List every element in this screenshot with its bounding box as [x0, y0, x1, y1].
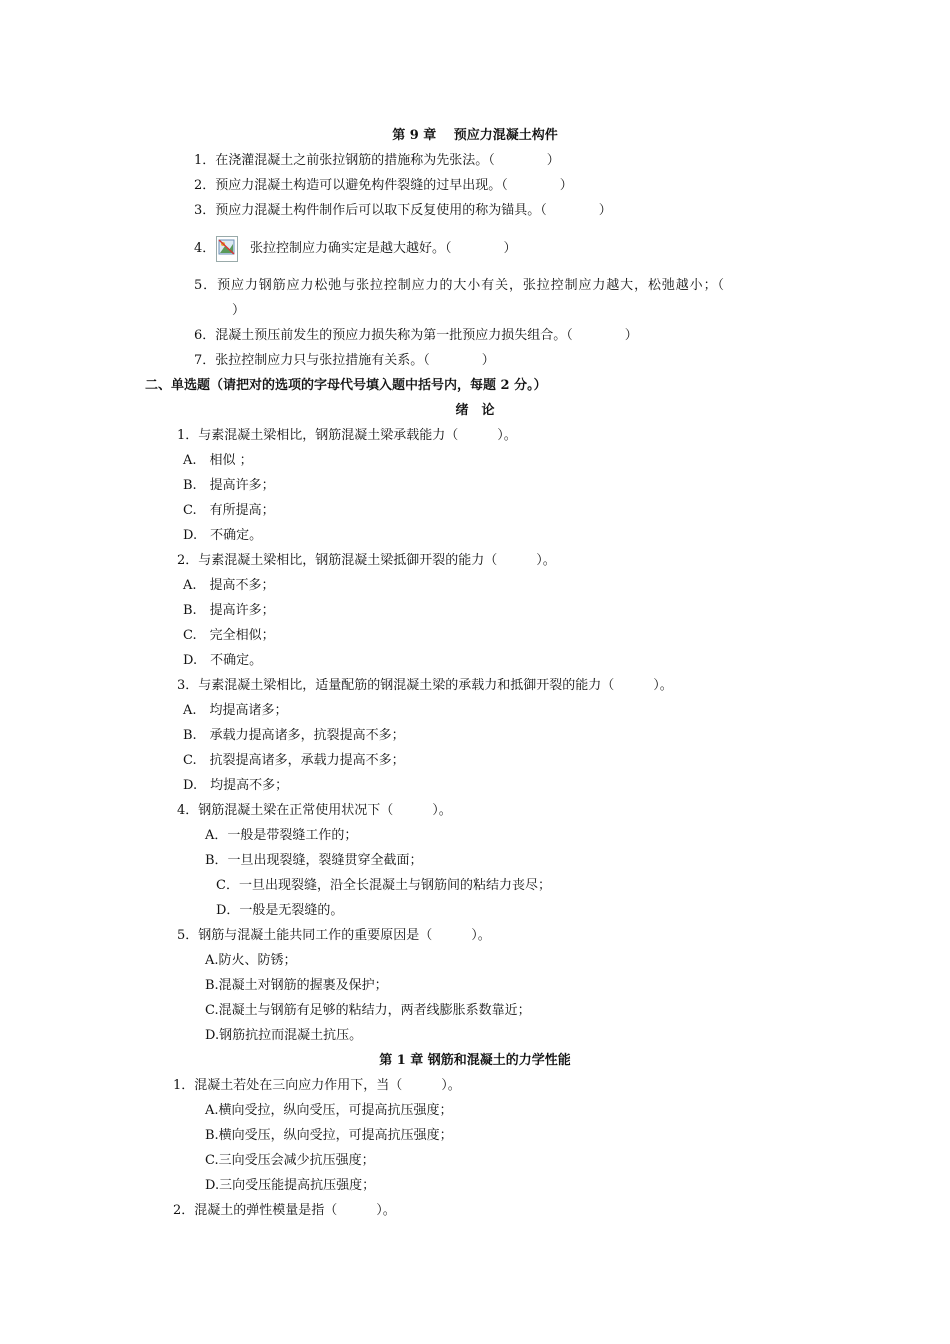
option: C. 完全相似； [183, 628, 275, 643]
option: B. 提高许多； [183, 603, 275, 618]
ch9-question-7: 7．张拉控制应力只与张拉措施有关系。（ ） [194, 353, 495, 368]
broken-image-icon [216, 236, 238, 262]
option: B.横向受压，纵向受拉，可提高抗压强度； [205, 1128, 453, 1143]
option: A.防火、防锈； [205, 953, 297, 968]
option: D.钢筋抗拉而混凝土抗压。 [205, 1028, 363, 1043]
ch9-question-3: 3．预应力混凝土构件制作后可以取下反复使用的称为锚具。（ ） [194, 203, 612, 218]
intro-question-1: 1．与素混凝土梁相比，钢筋混凝土梁承载能力（ ）。 [177, 428, 517, 443]
option: D．一般是无裂缝的。 [216, 903, 344, 918]
ch9-question-6: 6．混凝土预压前发生的预应力损失称为第一批预应力损失组合。（ ） [194, 328, 638, 343]
option: A．一般是带裂缝工作的； [205, 828, 358, 843]
option: B．一旦出现裂缝，裂缝贯穿全截面； [205, 853, 423, 868]
option: C. 有所提高； [183, 503, 275, 518]
option: A. 提高不多； [183, 578, 275, 593]
intro-question-5: 5．钢筋与混凝土能共同工作的重要原因是（ ）。 [177, 928, 491, 943]
intro-question-2: 2．与素混凝土梁相比，钢筋混凝土梁抵御开裂的能力（ ）。 [177, 553, 556, 568]
chapter1-title: 第 1 章 钢筋和混凝土的力学性能 [379, 1053, 571, 1068]
ch9-question-1: 1．在浇灌混凝土之前张拉钢筋的措施称为先张法。（ ） [194, 153, 560, 168]
intro-question-4: 4．钢筋混凝土梁在正常使用状况下（ ）。 [177, 803, 452, 818]
option: C．一旦出现裂缝，沿全长混凝土与钢筋间的粘结力丧尽； [216, 878, 551, 893]
option: C. 抗裂提高诸多，承载力提高不多； [183, 753, 405, 768]
option: B. 提高许多； [183, 478, 275, 493]
option: D. 不确定。 [183, 653, 263, 668]
ch9-question-4-text: 张拉控制应力确实定是越大越好。（ ） [250, 241, 517, 256]
option: A. 均提高诸多； [183, 703, 288, 718]
ch9-question-5-line2: ） [232, 303, 246, 318]
option: C.三向受压会减少抗压强度； [205, 1153, 375, 1168]
option: D. 均提高不多； [183, 778, 289, 793]
option: C.混凝土与钢筋有足够的粘结力，两者线膨胀系数靠近； [205, 1003, 531, 1018]
ch1-question-1: 1．混凝土若处在三向应力作用下，当（ ）。 [173, 1078, 461, 1093]
section-heading: 二、单选题（请把对的选项的字母代号填入题中括号内，每题 2 分。） [145, 378, 547, 393]
option: D.三向受压能提高抗压强度； [205, 1178, 376, 1193]
ch9-question-4-number: 4． [194, 241, 216, 256]
chapter9-title: 第 9 章 预应力混凝土构件 [392, 128, 558, 143]
intro-title: 绪 论 [455, 403, 495, 418]
option: B. 承载力提高诸多，抗裂提高不多； [183, 728, 405, 743]
ch9-question-2: 2．预应力混凝土构造可以避免构件裂缝的过早出现。（ ） [194, 178, 573, 193]
option: B.混凝土对钢筋的握裹及保护； [205, 978, 388, 993]
ch1-question-2: 2．混凝土的弹性模量是指（ ）。 [173, 1203, 396, 1218]
intro-question-3: 3．与素混凝土梁相比，适量配筋的钢混凝土梁的承载力和抵御开裂的能力（ ）。 [177, 678, 673, 693]
option: A.横向受拉，纵向受压，可提高抗压强度； [205, 1103, 453, 1118]
ch9-question-5-line1: 5．预应力钢筋应力松弛与张拉控制应力的大小有关，张拉控制应力越大，松弛越小；（ [194, 278, 725, 293]
option: D. 不确定。 [183, 528, 263, 543]
option: A. 相似 ； [183, 453, 253, 468]
